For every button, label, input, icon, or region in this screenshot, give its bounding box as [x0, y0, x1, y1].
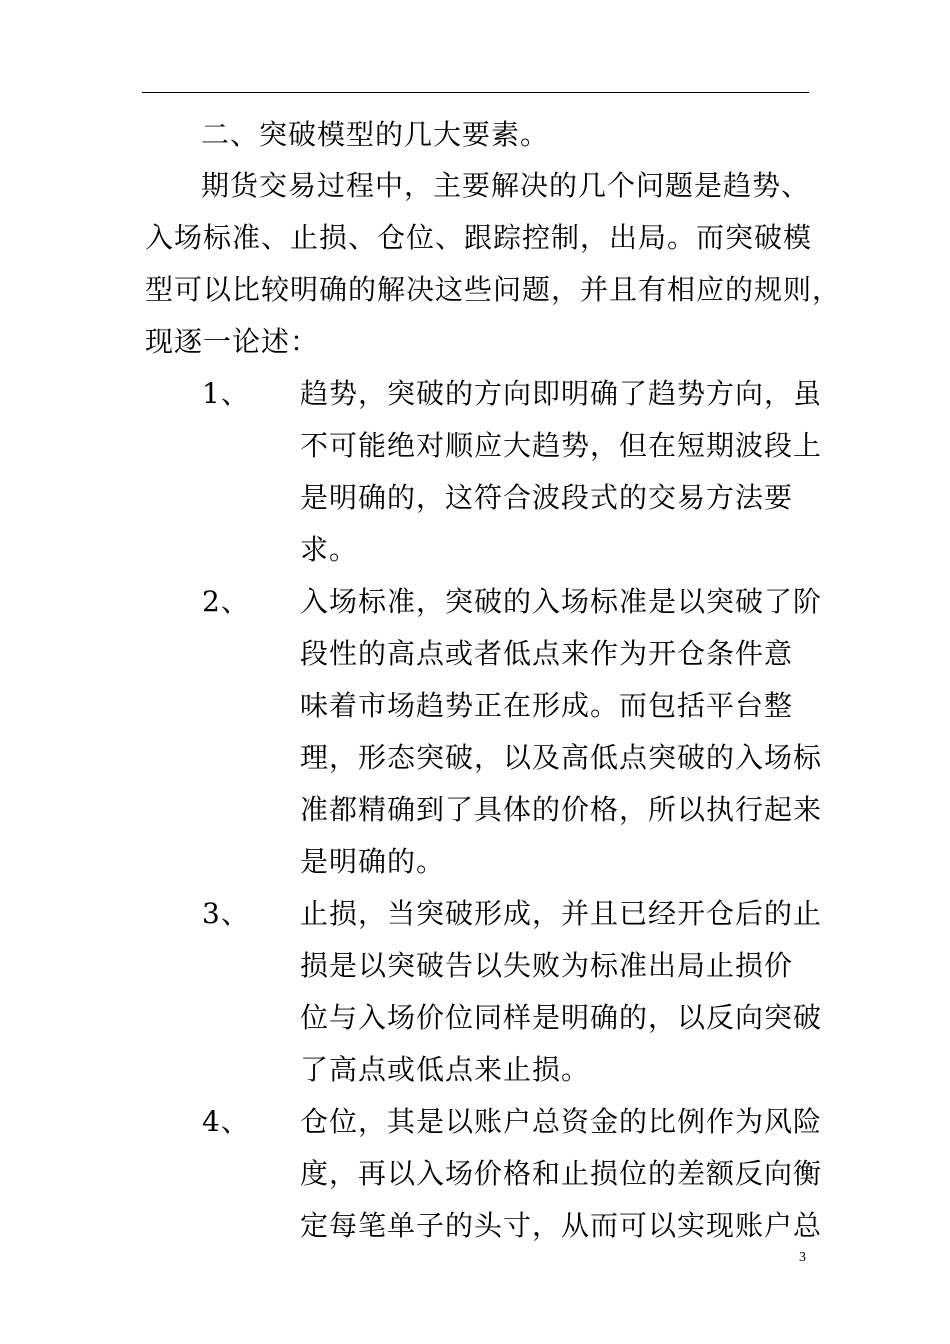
list-item-line: 理，形态突破，以及高低点突破的入场标 [300, 741, 823, 774]
list-item-line: 是明确的。 [300, 845, 446, 878]
list-item-line: 不可能绝对顺应大趋势，但在短期波段上 [300, 429, 823, 462]
list-item-position-size [145, 1096, 830, 1252]
list-item-line: 是明确的，这符合波段式的交易方法要 [300, 481, 794, 514]
intro-line: 型可以比较明确的解决这些问题，并且有相应的规则， [145, 273, 842, 306]
list-item-stop-loss [145, 888, 830, 1096]
list-item-line: 味着市场趋势正在形成。而包括平台整 [300, 689, 794, 722]
list-item-trend [145, 368, 830, 576]
list-item-line: 仓位，其是以账户总资金的比例作为风险 [300, 1105, 823, 1138]
intro-line: 现逐一论述： [145, 325, 320, 358]
list-item-number: 2、 [202, 585, 250, 618]
intro-line: 入场标准、止损、仓位、跟踪控制，出局。而突破模 [145, 221, 813, 254]
intro-line: 期货交易过程中，主要解决的几个问题是趋势、 [201, 169, 811, 202]
list-item-line: 求。 [300, 533, 359, 566]
list-item-line: 趋势，突破的方向即明确了趋势方向，虽 [300, 377, 823, 410]
list-item-line: 损是以突破告以失败为标准出局止损价 [300, 949, 794, 982]
page-number: 3 [799, 1250, 806, 1265]
list-item-line: 位与入场价位同样是明确的，以反向突破 [300, 1001, 823, 1034]
list-item-line: 了高点或低点来止损。 [300, 1053, 591, 1086]
list-item-number: 4、 [202, 1105, 250, 1138]
page-body [145, 110, 842, 1252]
header-rule [142, 92, 809, 93]
list-item-entry-standard [145, 576, 830, 888]
list-item-number: 1、 [202, 377, 250, 410]
list-item-number: 3、 [202, 897, 250, 930]
list-item-line: 止损，当突破形成，并且已经开仓后的止 [300, 897, 823, 930]
list-item-line: 定每笔单子的头寸，从而可以实现账户总 [300, 1209, 823, 1242]
list-item-line: 入场标准，突破的入场标准是以突破了阶 [300, 585, 823, 618]
section-heading: 二、突破模型的几大要素。 [201, 118, 550, 151]
intro-paragraph [145, 160, 842, 368]
list-item-line: 段性的高点或者低点来作为开仓条件意 [300, 637, 794, 670]
list-item-line: 准都精确到了具体的价格，所以执行起来 [300, 793, 823, 826]
element-list [145, 368, 830, 1252]
list-item-line: 度，再以入场价格和止损位的差额反向衡 [300, 1157, 823, 1190]
